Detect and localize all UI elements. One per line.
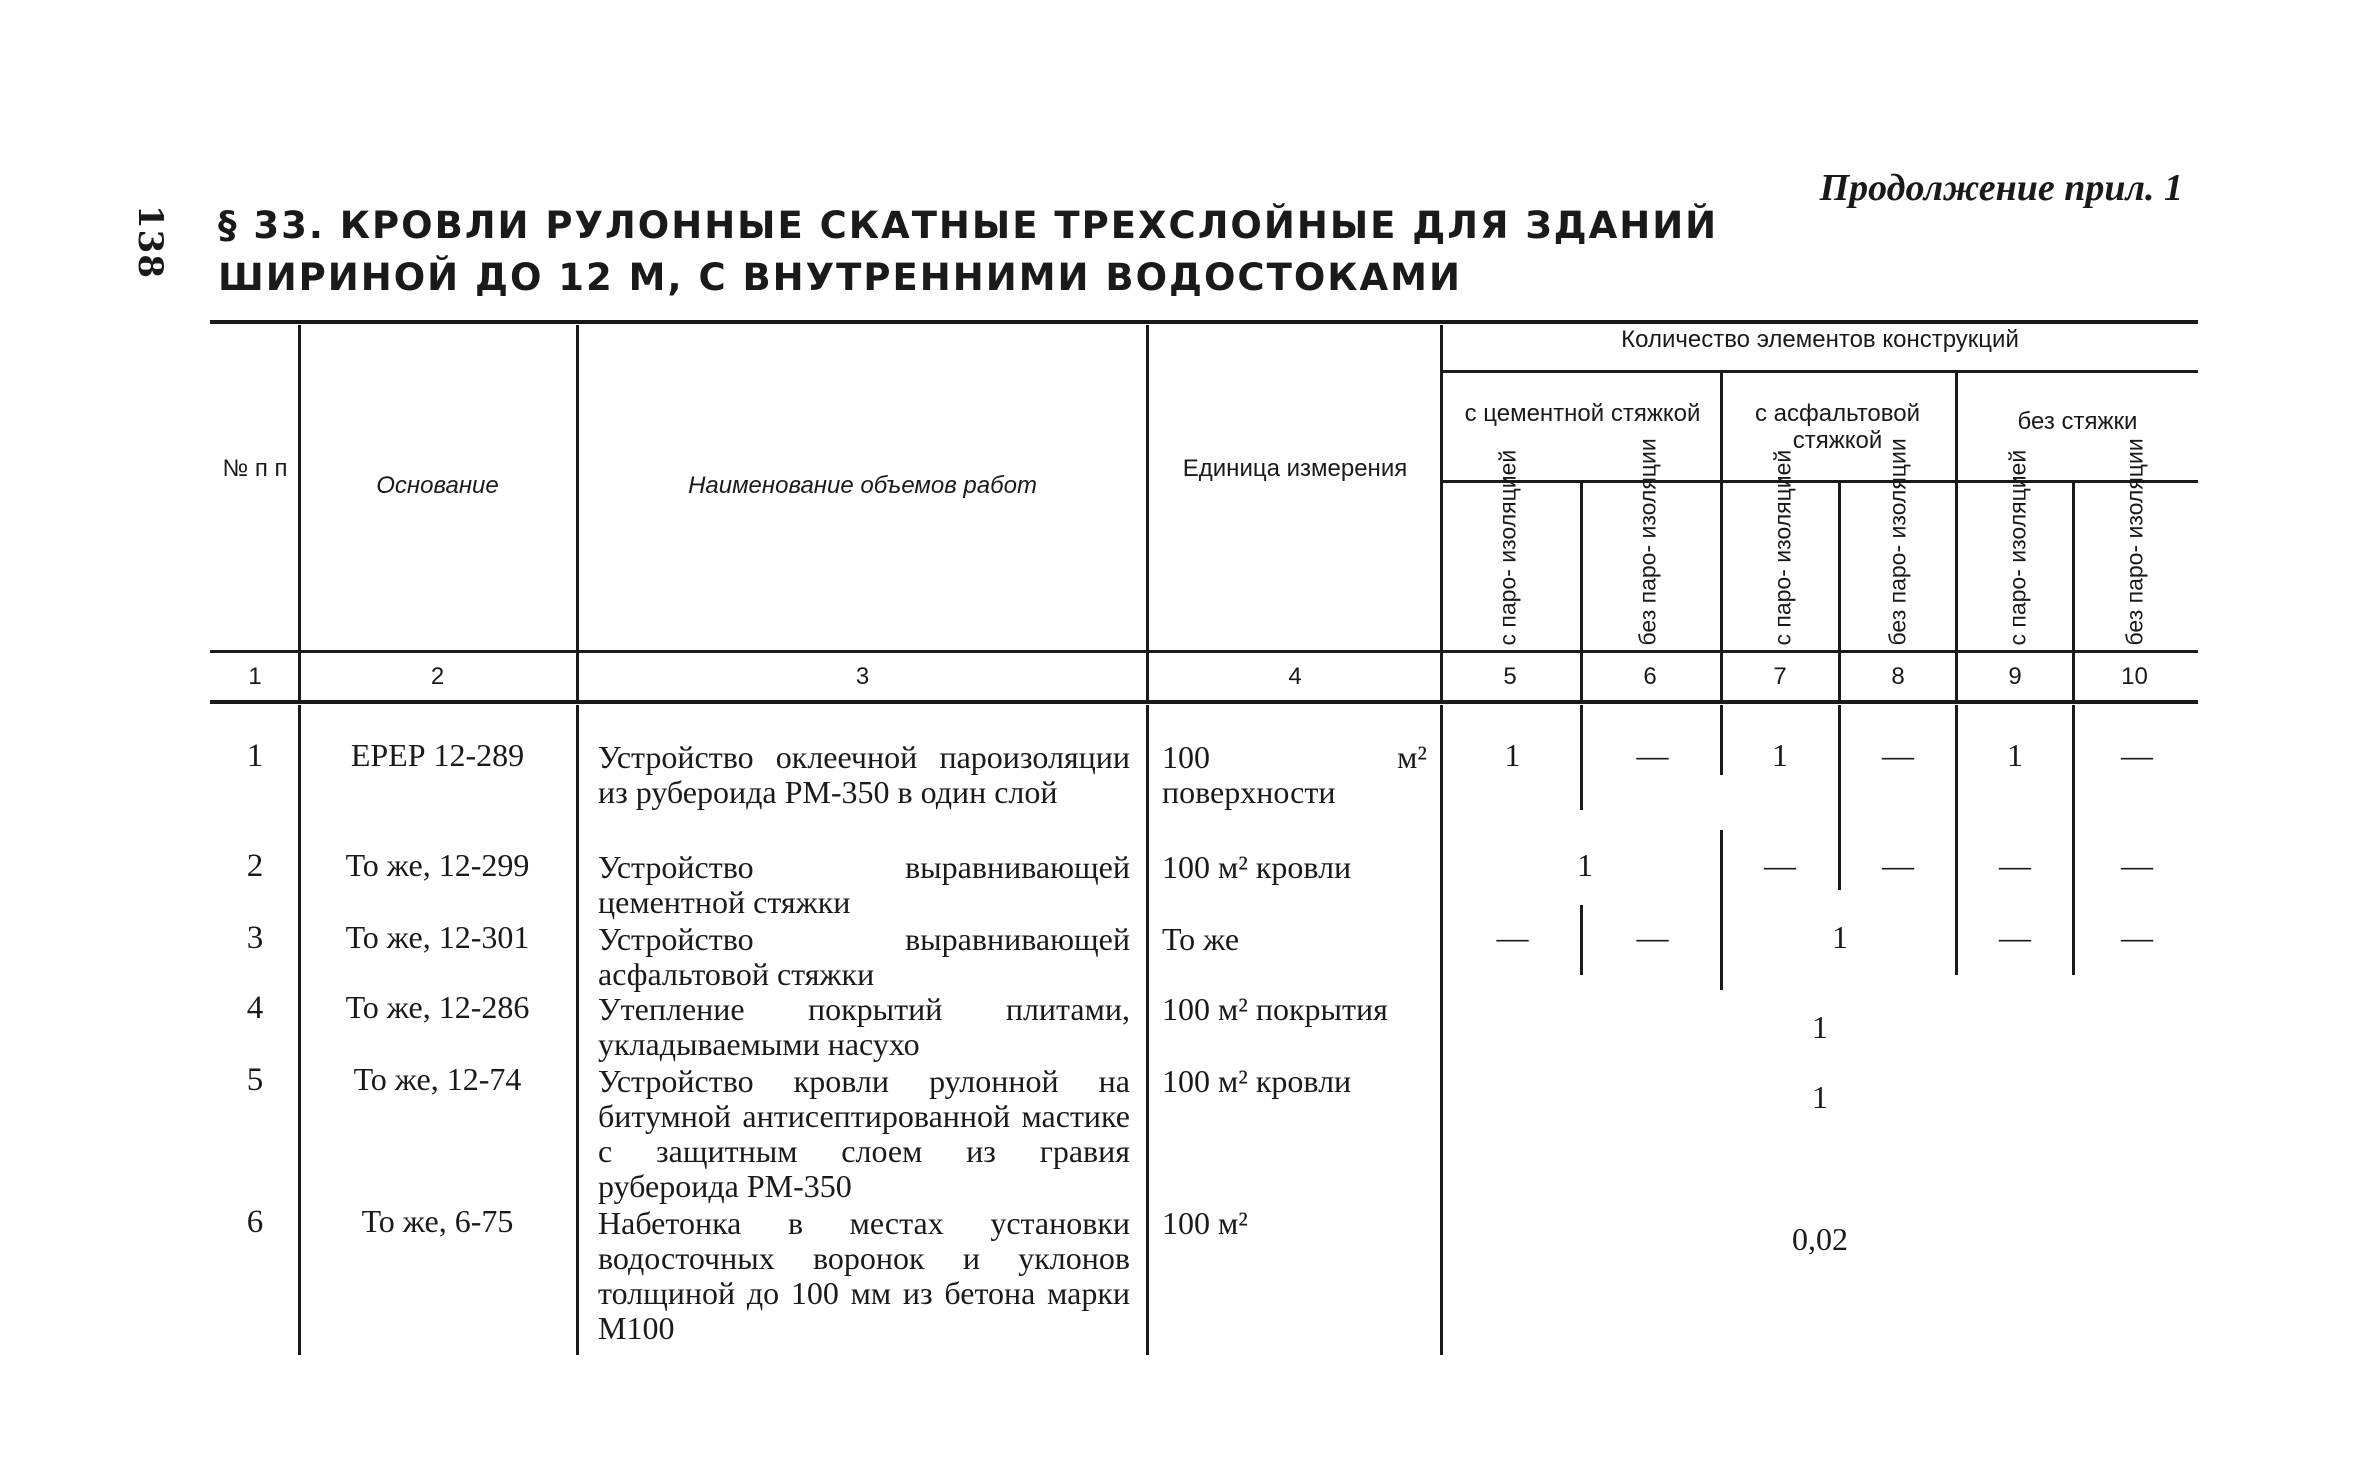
subheader-col6: без паро- изоляции [1634, 438, 1661, 646]
section-title-line-1: § 33. КРОВЛИ РУЛОННЫЕ СКАТНЫЕ ТРЕХСЛОЙНЫЕ ДЛЯ ЗДАНИЙ [218, 204, 1719, 247]
row-3-col7-8: 1 [1832, 919, 1848, 955]
header-divider-1 [298, 325, 301, 700]
continuation-label: Продолжение прил. 1 [1819, 167, 2183, 209]
row-2-col8: — [1882, 847, 1914, 883]
row-3-col6: — [1636, 919, 1669, 955]
body-divider-short-3 [1720, 705, 1723, 775]
row-4-number: 4 [246, 990, 264, 1026]
col-number-2: 2 [430, 663, 445, 690]
section-title-line-2: ШИРИНОЙ ДО 12 М, С ВНУТРЕННИМИ ВОДОСТОКАМИ [218, 256, 1462, 299]
subheader-col10: без паро- изоляции [2121, 438, 2148, 646]
col-number-6: 6 [1643, 663, 1657, 690]
header-divider-2 [576, 325, 579, 700]
header-bottom-rule [210, 650, 2198, 653]
header-asphalt: с асфальтовой стяжкой [1754, 400, 1921, 454]
row-4-basis: То же, 12-286 [345, 989, 530, 1025]
row-1-col8: — [1882, 737, 1914, 773]
row-1-number: 1 [246, 738, 264, 774]
header-none: без стяжки [2017, 408, 2138, 435]
row-2-col10: — [2121, 847, 2153, 883]
body-divider-short-1 [1580, 705, 1583, 810]
page-number: 138 [130, 205, 170, 279]
body-divider-short-5 [1838, 705, 1841, 890]
row-2-col9: — [1999, 847, 2031, 883]
header-divider-sub-1 [1580, 482, 1583, 700]
header-divider-4 [1440, 325, 1443, 700]
header-name: Наименование объемов работ [688, 472, 1037, 499]
group-header-rule [1440, 370, 2198, 373]
body-divider-short-6 [1955, 705, 1958, 975]
col-number-9: 9 [2008, 663, 2022, 690]
body-divider-1 [298, 705, 301, 1355]
header-num: № п п [222, 455, 288, 482]
row-1-unit: 100 м² поверхности [1162, 739, 1427, 810]
row-5-all-cols: 1 [1812, 1079, 1828, 1115]
row-4-name: Утепление покрытий плитами, укладываемыми насухо [598, 991, 1130, 1062]
row-3-col9: — [1999, 919, 2031, 955]
subheader-col9: с паро- изоляцией [2004, 449, 2031, 646]
row-5-basis: То же, 12-74 [353, 1061, 522, 1097]
row-3-number: 3 [246, 920, 264, 956]
row-5-number: 5 [246, 1062, 264, 1098]
row-5-name: Устройство кровли рулонной на битумной антисептированной мастике с защитным слоем из гравия рубероида РМ-350 [598, 1063, 1130, 1204]
section-title [218, 200, 1718, 304]
body-divider-short-7 [2072, 705, 2075, 975]
row-1-col9: 1 [2007, 737, 2023, 773]
row-4-all-cols: 1 [1812, 1009, 1828, 1045]
col-number-4: 4 [1288, 663, 1302, 690]
row-2-basis: То же, 12-299 [345, 847, 530, 883]
column-numbers-rule [210, 700, 2198, 704]
row-3-col5: — [1496, 919, 1529, 955]
row-2-unit: 100 м² кровли [1162, 849, 1352, 885]
col-number-10: 10 [2121, 663, 2148, 690]
row-6-basis: То же, 6-75 [361, 1203, 514, 1239]
table-top-rule [210, 320, 2198, 324]
row-6-number: 6 [246, 1204, 264, 1240]
body-divider-short-4 [1720, 830, 1723, 990]
row-2-name: Устройство выравнивающей цементной стяжки [598, 849, 1130, 920]
row-1-col10: — [2121, 737, 2153, 773]
col-number-1: 1 [248, 663, 262, 690]
body-divider-2 [576, 705, 579, 1355]
header-divider-3 [1146, 325, 1149, 700]
row-6-unit: 100 м² [1162, 1205, 1248, 1241]
header-basis: Основание [376, 472, 499, 499]
row-5-unit: 100 м² кровли [1162, 1063, 1352, 1099]
body-divider-short-2 [1580, 905, 1583, 975]
row-1-col6: — [1636, 737, 1669, 773]
header-divider-sub-3 [2072, 482, 2075, 700]
row-6-all-cols: 0,02 [1792, 1221, 1848, 1257]
header-quantity-group: Количество элементов конструкций [1621, 326, 2019, 353]
row-2-number: 2 [246, 848, 264, 884]
row-3-col10: — [2121, 919, 2153, 955]
header-unit: Единица измерения [1182, 455, 1408, 482]
header-divider-group-2 [1955, 372, 1958, 700]
header-divider-group-1 [1720, 372, 1723, 700]
subheader-col8: без паро- изоляции [1884, 438, 1911, 646]
row-2-col7: — [1764, 847, 1796, 883]
subheader-col5: с паро- изоляцией [1494, 449, 1521, 646]
row-3-name: Устройство выравнивающей асфальтовой стяжки [598, 921, 1130, 992]
col-number-5: 5 [1503, 663, 1517, 690]
row-4-unit: 100 м² покрытия [1162, 991, 1388, 1027]
row-1-name: Устройство оклеечной пароизоляции из рубероида РМ-350 в один слой [598, 739, 1130, 810]
row-1-basis: ЕРЕР 12-289 [350, 737, 525, 773]
row-6-name: Набетонка в местах установки водосточных воронок и уклонов толщиной до 100 мм из бетона марки М100 [598, 1205, 1130, 1346]
header-cement: с цементной стяжкой [1464, 400, 1701, 427]
row-1-col5: 1 [1504, 737, 1521, 773]
row-3-unit: То же [1162, 921, 1240, 957]
col-number-3: 3 [855, 663, 870, 690]
body-divider-4 [1440, 705, 1443, 1355]
subgroup-header-rule [1440, 480, 2198, 483]
row-1-col7: 1 [1772, 737, 1788, 773]
col-number-8: 8 [1891, 663, 1905, 690]
header-divider-sub-2 [1838, 482, 1841, 700]
body-divider-3 [1146, 705, 1149, 1355]
row-3-basis: То же, 12-301 [345, 919, 530, 955]
row-2-col5-6: 1 [1577, 847, 1593, 883]
subheader-col7: с паро- изоляцией [1769, 449, 1796, 646]
col-number-7: 7 [1773, 663, 1787, 690]
